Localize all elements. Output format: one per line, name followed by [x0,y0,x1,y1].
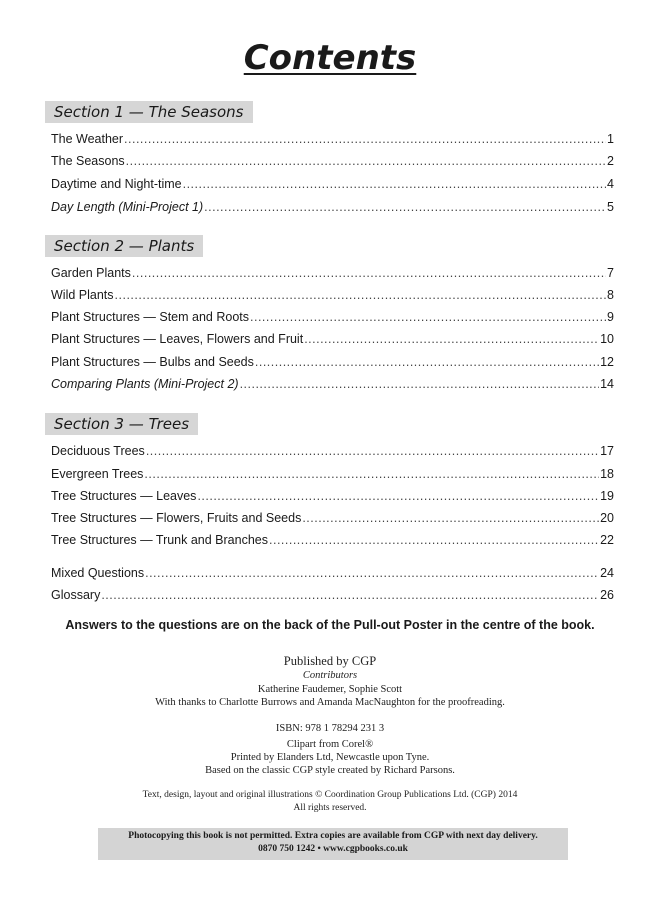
toc-entry-label: The Weather [51,132,124,146]
toc-leader [255,353,599,371]
toc-entry-label: Deciduous Trees [51,444,145,458]
toc-entry[interactable] [51,586,614,604]
toc-leader [304,330,599,348]
toc-leader [144,465,599,483]
toc-leader [126,152,606,170]
toc-entry-page: 8 [607,288,614,302]
printer: Printed by Elanders Ltd, Newcastle upon Tyne. [230,752,430,763]
footer-line-2: 0870 750 1242 • www.cgpbooks.co.uk [258,844,408,854]
toc-leader [145,564,599,582]
toc-entry-label: The Seasons [51,154,125,168]
copyright: Text, design, layout and original illustrations © Coordination Group Publications Ltd. (CGP) 2014 [142,790,518,800]
toc-leader [101,586,599,604]
toc-entry-page: 7 [607,266,614,280]
toc-entry-label: Tree Structures — Trunk and Branches [51,533,268,547]
toc-entry[interactable] [51,330,614,348]
toc-leader [183,175,606,193]
toc-leader [124,130,606,148]
page-title [0,38,660,78]
toc-leader [197,487,599,505]
toc-leader [250,308,606,326]
toc-entry[interactable] [51,308,614,326]
toc-entry-page: 19 [600,489,614,503]
toc-entry-page: 20 [600,511,614,525]
answers-note: Answers to the questions are on the back of the Pull-out Poster in the centre of the book. [65,618,595,632]
toc-entry-page: 9 [607,310,614,324]
toc-entry[interactable] [51,531,614,549]
toc-leader [115,286,607,304]
toc-entry-page: 12 [600,355,614,369]
clipart-credit: Clipart from Corel® [286,739,374,750]
toc-entry-page: 14 [600,377,614,391]
toc-entry[interactable] [51,487,614,505]
toc-entry-label: Garden Plants [51,266,131,280]
toc-entry[interactable] [51,286,614,304]
toc-entry-label: Comparing Plants (Mini-Project 2) [51,377,239,391]
toc-entry-page: 18 [600,467,614,481]
thanks: With thanks to Charlotte Burrows and Amanda MacNaughton for the proofreading. [155,697,505,708]
toc-entry-page: 4 [607,177,614,191]
toc-entry-label: Plant Structures — Leaves, Flowers and Fruit [51,332,304,346]
toc-leader [204,198,606,216]
toc-entry-label: Plant Structures — Stem and Roots [51,310,250,324]
toc-entry[interactable] [51,264,614,282]
isbn: ISBN: 978 1 78294 231 3 [275,723,385,734]
page-title-text: Contents [243,38,417,78]
toc-entry[interactable] [51,564,614,582]
toc-entry-page: 5 [607,200,614,214]
toc-entry-page: 10 [600,332,614,346]
section-heading-trees: Section 3 — Trees [45,413,198,435]
toc-entry-label: Tree Structures — Flowers, Fruits and Seeds [51,511,302,525]
toc-entry-label: Day Length (Mini-Project 1) [51,200,204,214]
contributors-heading: Contributors [302,670,358,681]
published-by: Published by CGP [283,654,377,668]
toc-entry[interactable] [51,175,614,193]
toc-entry-page: 26 [600,588,614,602]
toc-entry[interactable] [51,353,614,371]
toc-entry[interactable] [51,375,614,393]
toc-leader [240,375,600,393]
toc-entry-label: Plant Structures — Bulbs and Seeds [51,355,254,369]
toc-entry-label: Wild Plants [51,288,114,302]
toc-entry[interactable] [51,465,614,483]
toc-leader [146,442,599,460]
toc-entry-label: Evergreen Trees [51,467,144,481]
toc-entry-page: 22 [600,533,614,547]
toc-leader [302,509,599,527]
toc-entry-page: 1 [607,132,614,146]
toc-entry-page: 24 [600,566,614,580]
section-heading-plants: Section 2 — Plants [45,235,203,257]
toc-entry[interactable] [51,509,614,527]
toc-entry-label: Tree Structures — Leaves [51,489,197,503]
toc-entry[interactable] [51,198,614,216]
rights: All rights reserved. [293,803,367,813]
based-on: Based on the classic CGP style created by Richard Parsons. [205,765,455,776]
section-heading-seasons: Section 1 — The Seasons [45,101,253,123]
toc-entry[interactable] [51,130,614,148]
footer-notice [98,828,568,860]
toc-entry[interactable] [51,442,614,460]
toc-entry-label: Daytime and Night-time [51,177,182,191]
contributors: Katherine Faudemer, Sophie Scott [257,684,403,695]
toc-leader [269,531,599,549]
toc-entry-label: Glossary [51,588,101,602]
toc-entry[interactable] [51,152,614,170]
footer-line-1: Photocopying this book is not permitted. Extra copies are available from CGP with next day delivery. [128,831,538,841]
toc-entry-label: Mixed Questions [51,566,145,580]
toc-leader [132,264,606,282]
toc-entry-page: 2 [607,154,614,168]
toc-entry-page: 17 [600,444,614,458]
